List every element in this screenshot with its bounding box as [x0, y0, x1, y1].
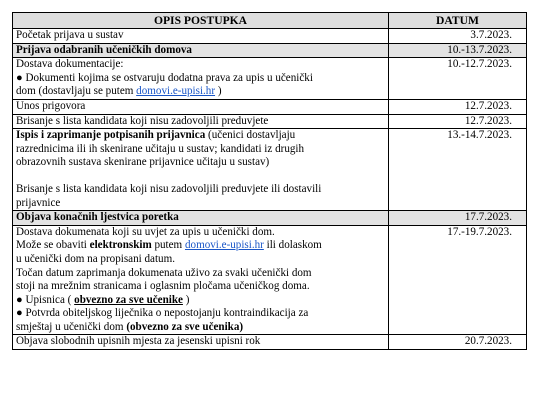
row-desc-line — [16, 85, 385, 99]
table-row — [13, 58, 527, 100]
table-row — [13, 29, 527, 44]
row-date: 10.-12.7.2023. — [389, 58, 527, 100]
row-desc-text: stoji na mrežnim stranicama i oglasnim pločama učeničkog doma. — [16, 280, 310, 293]
row-description: Početak prijava u sustav — [13, 29, 389, 44]
row-desc-text: obrazovnih sustava skenirane prijavnice učitaju u sustav) — [16, 156, 270, 169]
row-desc-text: ) — [182, 293, 190, 306]
column-header-date: DATUM — [389, 13, 527, 29]
row-desc-bold: (obvezno za sve učenika) — [126, 320, 244, 333]
row-desc-text: Točan datum zaprimanja dokumenata uživo za svaki učenički dom — [16, 266, 312, 279]
row-description — [13, 58, 389, 100]
row-desc-line — [16, 239, 385, 253]
table-row — [13, 99, 527, 114]
row-date: 12.7.2023. — [389, 114, 527, 129]
row-desc-text: u učenički dom na propisani datum. — [16, 252, 175, 265]
row-desc-text: putem — [151, 239, 185, 252]
table-header-row — [13, 13, 527, 29]
row-desc-title: Dostava dokumentacije: — [16, 58, 124, 71]
row-date: 20.7.2023. — [389, 335, 527, 350]
row-spacer — [16, 170, 385, 183]
row-desc-line — [16, 129, 385, 143]
row-desc-bullet: ● Potvrda obiteljskog liječnika o nepostojanju kontraindikacija za — [16, 307, 309, 320]
table-row — [13, 335, 527, 350]
row-date: 3.7.2023. — [389, 29, 527, 44]
row-desc-line — [16, 294, 385, 308]
row-desc-bold: obvezno za sve učenike — [74, 293, 183, 306]
row-desc-bullet: ● Dokumenti kojima se ostvaruju dodatna prava za upis u učenički — [16, 71, 313, 84]
domovi-link[interactable]: domovi.e-upisi.hr — [184, 239, 264, 252]
row-desc-text: prijavnice — [16, 196, 61, 209]
table-row — [13, 114, 527, 129]
table-row — [13, 129, 527, 211]
row-date: 12.7.2023. — [389, 99, 527, 114]
schedule-table — [12, 12, 527, 350]
row-desc-text: dom (dostavljaju se putem — [16, 85, 137, 98]
row-desc-bold: Ispis i zaprimanje potpisanih prijavnica — [16, 129, 206, 142]
row-desc-text: ● Upisnica ( — [16, 293, 75, 306]
row-desc-text: Može se obaviti — [16, 239, 90, 252]
row-description — [13, 225, 389, 335]
row-description: Objava slobodnih upisnih mjesta za jesenski upisni rok — [13, 335, 389, 350]
row-desc-bold: elektronskim — [89, 239, 152, 252]
domovi-link[interactable]: domovi.e-upisi.hr — [136, 85, 216, 98]
table-row — [13, 211, 527, 226]
row-description: Objava konačnih ljestvica poretka — [13, 211, 389, 226]
row-description: Brisanje s lista kandidata koji nisu zadovoljili preduvjete — [13, 114, 389, 129]
row-desc-text: ili dolaskom — [263, 239, 322, 252]
row-desc-text: razrednicima ili ih skenirane učitaju u sustav; kandidati iz drugih — [16, 142, 305, 155]
row-desc-text: smještaj u učenički dom — [16, 320, 127, 333]
row-date: 10.-13.7.2023. — [389, 43, 527, 58]
schedule-document — [12, 12, 526, 350]
row-date: 13.-14.7.2023. — [389, 129, 527, 211]
row-date: 17.-19.7.2023. — [389, 225, 527, 335]
row-desc-text: (učenici dostavljaju — [205, 129, 296, 142]
row-description — [13, 129, 389, 211]
row-desc-text: Dostava dokumenata koji su uvjet za upis u učenički dom. — [16, 225, 275, 238]
row-desc-line — [16, 321, 385, 335]
row-description: Unos prigovora — [13, 99, 389, 114]
row-date: 17.7.2023. — [389, 211, 527, 226]
column-header-description: OPIS POSTUPKA — [13, 13, 389, 29]
row-desc-text: ) — [215, 85, 222, 98]
table-row — [13, 225, 527, 335]
table-row — [13, 43, 527, 58]
row-desc-text: Brisanje s lista kandidata koji nisu zadovoljili preduvjete ili dostavili — [16, 182, 322, 195]
row-description: Prijava odabranih učeničkih domova — [13, 43, 389, 58]
